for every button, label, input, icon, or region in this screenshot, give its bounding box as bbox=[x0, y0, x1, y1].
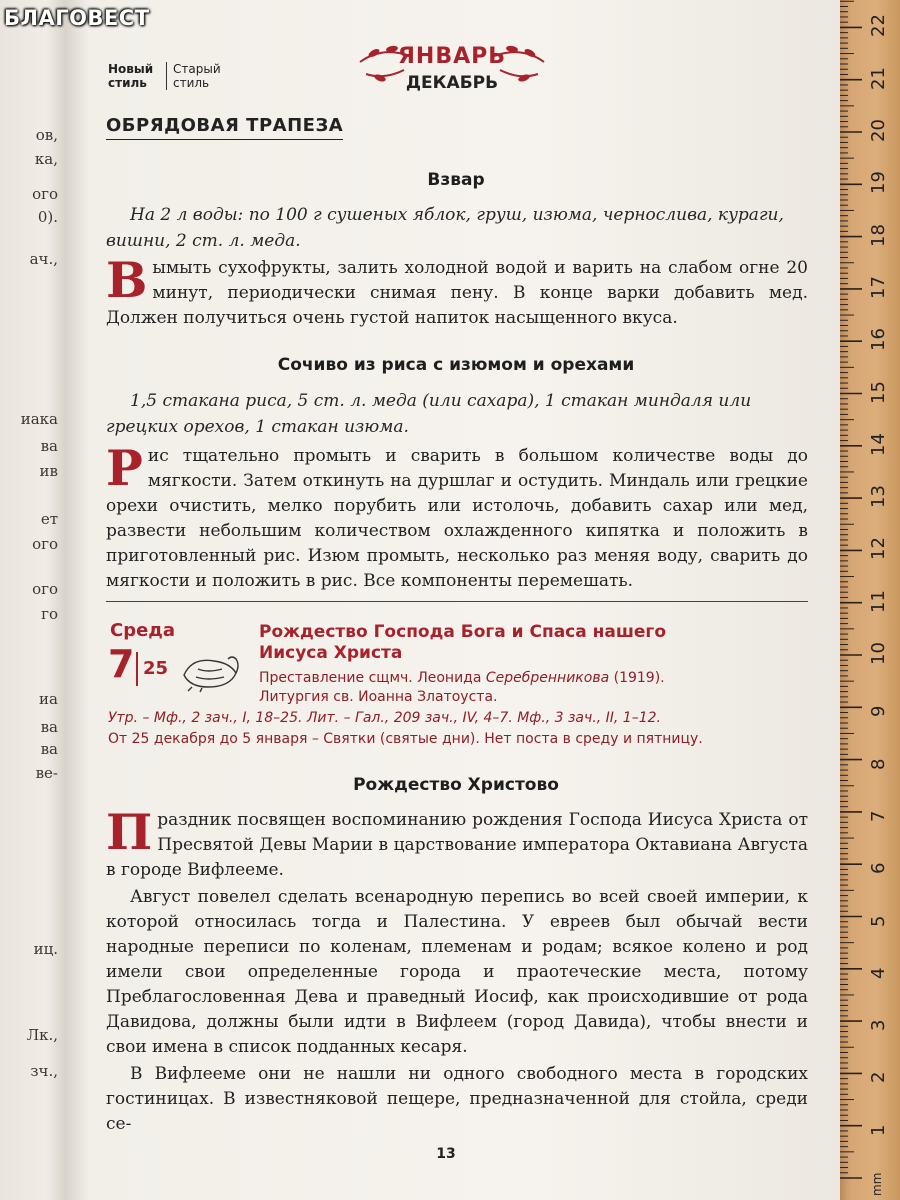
goose-icon bbox=[178, 647, 244, 693]
article-title: Рождество Христово bbox=[353, 775, 559, 795]
page-number: 13 bbox=[436, 1146, 456, 1162]
ruler-unit: mm bbox=[870, 1172, 884, 1196]
facing-page-fragment: Лк., bbox=[26, 1026, 58, 1044]
facing-page-fragment: ач., bbox=[29, 250, 58, 268]
facing-page-fragment: ив bbox=[39, 462, 58, 480]
readings: Утр. – Мф., 2 зач., I, 18–25. Лит. – Гал., 209 зач., IV, 4–7. Мф., 3 зач., II, 1–12. bbox=[108, 710, 661, 726]
article-paragraph: Праздник посвящен воспоминанию рождения Господа Иисуса Христа от Пресвятой Девы Марии в царствование императора Октавиана Августа в городе Вифлееме. bbox=[106, 803, 808, 880]
ruler-label: 4 bbox=[868, 967, 889, 979]
facing-page-fragment: го bbox=[41, 605, 58, 623]
weekday: Среда bbox=[110, 620, 175, 641]
facing-page-fragment: иака bbox=[20, 410, 58, 428]
ruler-label: 18 bbox=[868, 223, 889, 247]
facing-page-fragment: ет bbox=[40, 510, 58, 528]
recipe-title: Взвар bbox=[427, 170, 485, 190]
facing-page-fragment: ого bbox=[32, 580, 58, 598]
ruler-label: 7 bbox=[868, 810, 889, 822]
new-style-label: Новый стиль bbox=[108, 62, 167, 90]
recipe-text bbox=[106, 439, 808, 594]
recipe-title: Сочиво из риса с изюмом и орехами bbox=[277, 355, 635, 375]
facing-page-fragment: иа bbox=[39, 690, 58, 708]
feast-title: Рождество Господа Бога и Спаса нашего Иисуса Христа bbox=[259, 622, 666, 663]
ruler bbox=[840, 0, 900, 1200]
facing-page-fragment: ве- bbox=[35, 764, 58, 782]
day-new-style: 7 bbox=[108, 642, 135, 686]
ruler-label: 12 bbox=[868, 537, 889, 561]
facing-page-fragment: ва bbox=[40, 718, 58, 736]
ruler-label: 10 bbox=[868, 642, 889, 665]
ruler-label: 1 bbox=[868, 1124, 889, 1136]
facing-page-fragment: 0). bbox=[37, 208, 58, 226]
facing-page-fragment: ого bbox=[32, 535, 58, 553]
ruler-label: 2 bbox=[868, 1071, 889, 1084]
ruler-label: 8 bbox=[868, 758, 889, 770]
ruler-label: 16 bbox=[868, 328, 889, 352]
ruler-label: 11 bbox=[868, 589, 889, 613]
dropcap: Р bbox=[106, 439, 143, 497]
facing-page-fragment: ва bbox=[40, 740, 58, 758]
commemoration: Преставление сщмч. Леонида Серебренникова (1919). bbox=[259, 670, 665, 686]
old-style-label: Старый стиль bbox=[173, 62, 221, 90]
month-old: ДЕКАБРЬ bbox=[405, 73, 499, 93]
facing-page-fragment: ва bbox=[40, 437, 58, 455]
ruler-label: 3 bbox=[868, 1019, 889, 1032]
ruler-label: 21 bbox=[868, 66, 889, 90]
commemoration-name: Серебренникова bbox=[485, 670, 610, 686]
ruler-label: 19 bbox=[868, 171, 889, 195]
day-separator bbox=[136, 652, 138, 686]
article-paragraph: В Вифлееме они не нашли ни одного свободного места в городских гостиницах. В известняковой пещере, предназначенной для стойла, среди се- bbox=[106, 1064, 808, 1134]
recipe-text bbox=[106, 251, 808, 331]
dropcap: В bbox=[106, 251, 148, 309]
facing-page-fragment: зч., bbox=[30, 1062, 58, 1080]
ruler-label: 9 bbox=[868, 705, 889, 718]
month-new: ЯНВАРЬ bbox=[397, 44, 507, 69]
svyatki-note: От 25 декабря до 5 января – Святки (святые дни). Нет поста в среду и пятницу. bbox=[108, 731, 703, 747]
recipe-ingredients: На 2 л воды: по 100 г сушеных яблок, груш, изюма, чернослива, кураги, вишни, 2 ст. л. меда. bbox=[106, 205, 784, 251]
style-labels bbox=[108, 62, 221, 90]
facing-page-fragment: ка, bbox=[34, 150, 58, 168]
ruler-label: 22 bbox=[868, 14, 889, 38]
dropcap: П bbox=[106, 803, 153, 861]
ruler-label: 17 bbox=[868, 275, 889, 299]
facing-page-fragment: ого bbox=[32, 185, 58, 203]
recipe-body: ис тщательно промыть и сварить в большом количестве воды до мягкости. Затем откинуть на дуршлаг и остудить. Миндаль или грецкие орехи очистить, мелко порубить или истолочь, добавить сахар или мед, развести небольшим количеством охлажденного кипятка и положить в приготовленный рис. Изюм промыть, несколько раз меняя воду, сварить до мягкости и положить в рис. Все компоненты перемешать. bbox=[106, 446, 808, 591]
recipe-ingredients: 1,5 стакана риса, 5 ст. л. меда (или сахара), 1 стакан миндаля или грецких орехов, 1 стакан изюма. bbox=[106, 391, 752, 437]
ruler-label: 20 bbox=[868, 119, 889, 142]
liturgy: Литургия св. Иоанна Златоуста. bbox=[259, 689, 498, 705]
day-old-style: 25 bbox=[143, 658, 169, 679]
ruler-label: 5 bbox=[868, 915, 889, 927]
ruler-label: 14 bbox=[868, 432, 889, 456]
facing-page-fragment: ов, bbox=[35, 126, 58, 144]
recipe-body: ымыть сухофрукты, залить холодной водой и варить на слабом огне 20 минут, периодически снимая пену. В конце варки добавить мед. Должен получиться очень густой напиток насыщенного вкуса. bbox=[106, 258, 808, 328]
facing-page-edge bbox=[0, 0, 66, 1200]
section-title: ОБРЯДОВАЯ ТРАПЕЗА bbox=[106, 115, 343, 140]
facing-page-fragment: иц. bbox=[33, 940, 58, 958]
ruler-label: 6 bbox=[868, 862, 889, 875]
ruler-label: 13 bbox=[868, 485, 889, 509]
divider bbox=[106, 601, 808, 602]
month-header bbox=[352, 36, 552, 93]
ruler-label: 15 bbox=[868, 380, 889, 404]
book-page bbox=[66, 0, 840, 1200]
watermark: БЛАГОВЕСТ bbox=[4, 6, 150, 30]
article-paragraph: Август повелел сделать всенародную перепись во всей своей империи, к которой относилась тогда и Палестина. У евреев был обычай вести народные переписи по коленам, племенам и родам; всякое колено и род имели свои определенные города и праотеческие места, потому Преблагословенная Дева и праведный Иосиф, как происходившие от рода Давидова, должны были идти в Вифлеем (город Давида), чтобы внести и свои имена в список подданных кесаря. bbox=[106, 887, 808, 1057]
